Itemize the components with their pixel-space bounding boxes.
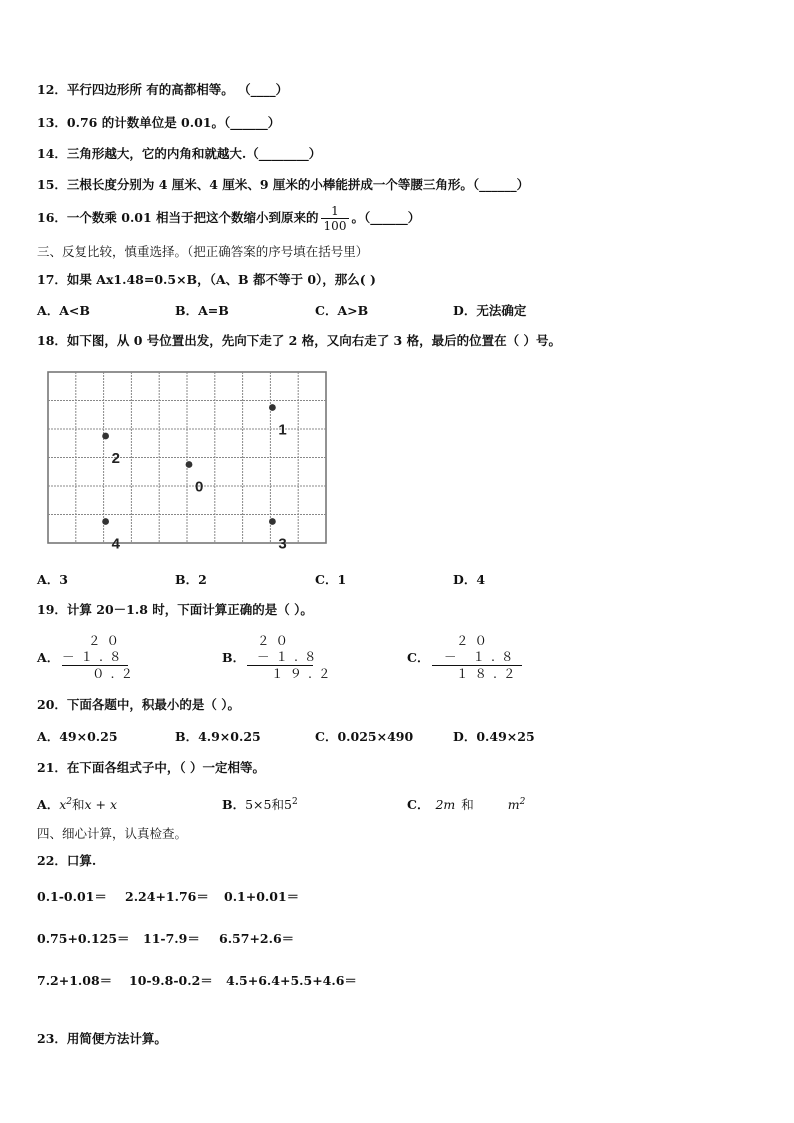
q19-option-c-calc[interactable]: ２０ － １.８ １８.２ xyxy=(432,633,522,682)
grid-point-4 xyxy=(102,518,109,525)
question-13: 13．0.76 的计数单位是 0.01。（______） xyxy=(37,115,281,130)
question-16-prefix: 16．一个数乘 0.01 相当于把这个数缩小到原来的 xyxy=(37,210,319,225)
grid-point-label-4: 4 xyxy=(111,535,120,552)
question-16 xyxy=(37,204,420,233)
q19-option-a-label[interactable]: A． xyxy=(37,650,60,665)
q19-option-b-label[interactable]: B． xyxy=(222,650,246,665)
q20-option-a[interactable]: A．49×0.25 xyxy=(37,729,118,744)
section-4-heading: 四、细心计算，认真检查。 xyxy=(37,826,188,841)
oral-calc-2-2: 11-7.9＝ xyxy=(143,931,200,946)
q18-option-b[interactable]: B．2 xyxy=(175,572,207,587)
q18-option-a[interactable]: A．3 xyxy=(37,572,68,587)
oral-calc-2-1: 0.75+0.125＝ xyxy=(37,931,130,946)
grid-point-3 xyxy=(269,518,276,525)
q18-option-c[interactable]: C．1 xyxy=(315,572,347,587)
oral-calc-3-1: 7.2+1.08＝ xyxy=(37,973,113,988)
grid-point-0 xyxy=(186,461,193,468)
q21-option-a[interactable]: A．$x^2$和x + x xyxy=(37,797,118,813)
question-12: 12．平行四边形所 有的高都相等。 （____） xyxy=(37,82,289,97)
question-21: 21．在下面各组式子中，（ ）一定相等。 xyxy=(37,760,265,775)
q17-option-a[interactable]: A．A<B xyxy=(37,303,90,318)
question-18: 18．如下图，从 0 号位置出发，先向下走了 2 格，又向右走了 3 格，最后的位置在（ ）号。 xyxy=(37,333,561,348)
q19-option-a-calc[interactable]: ２０ －１.８ ０.２ xyxy=(62,633,139,681)
q21-option-b[interactable]: B．5×5和$5^2$ xyxy=(222,797,298,813)
oral-calc-3-3: 4.5+6.4+5.5+4.6＝ xyxy=(226,973,357,988)
question-14: 14．三角形越大，它的内角和就越大.（________） xyxy=(37,146,322,161)
q20-option-d[interactable]: D．0.49×25 xyxy=(453,729,535,744)
oral-calc-2-3: 6.57+2.6＝ xyxy=(219,931,295,946)
question-15: 15．三根长度分别为 4 厘米、4 厘米、9 厘米的小棒能拼成一个等腰三角形。（______） xyxy=(37,177,530,192)
q21-option-c[interactable]: C． 2m 和 $m^2$ xyxy=(407,797,526,813)
question-23: 23．用简便方法计算。 xyxy=(37,1031,167,1046)
grid-point-label-0: 0 xyxy=(195,478,204,496)
section-3-heading: 三、反复比较，慎重选择。（把正确答案的序号填在括号里） xyxy=(37,244,369,259)
q18-option-d[interactable]: D．4 xyxy=(453,572,486,587)
q20-option-b[interactable]: B．4.9×0.25 xyxy=(175,729,261,744)
grid-point-label-3: 3 xyxy=(278,535,287,552)
question-20: 20．下面各题中，积最小的是（ ）。 xyxy=(37,697,240,712)
oral-calc-1-2: 2.24+1.76＝ xyxy=(125,889,209,904)
fraction-one-hundredth: $\frac{1}{100}$ xyxy=(321,204,350,233)
grid-point-2 xyxy=(102,433,109,440)
q17-option-d[interactable]: D．无法确定 xyxy=(453,303,527,318)
oral-calc-1-1: 0.1-0.01＝ xyxy=(37,889,107,904)
question-16-suffix: 。（______） xyxy=(351,210,421,225)
question-19: 19．计算 20－1.8 时，下面计算正确的是（ ）。 xyxy=(37,602,313,617)
question-17: 17．如果 Ax1.48=0.5×B，（A、B 都不等于 0），那么( ) xyxy=(37,272,376,287)
oral-calc-3-2: 10-9.8-0.2＝ xyxy=(129,973,213,988)
q19-option-b-calc[interactable]: ２０ －１.８ １９.２ xyxy=(247,633,313,682)
position-grid-figure xyxy=(42,368,332,552)
grid-point-label-1: 1 xyxy=(278,421,287,439)
oral-calc-1-3: 0.1+0.01＝ xyxy=(224,889,300,904)
position-grid xyxy=(42,368,332,552)
q17-option-c[interactable]: C．A>B xyxy=(315,303,369,318)
q20-option-c[interactable]: C．0.025×490 xyxy=(315,729,414,744)
grid-point-label-2: 2 xyxy=(111,450,120,467)
q17-option-b[interactable]: B．A=B xyxy=(175,303,229,318)
grid-point-1 xyxy=(269,404,276,411)
q19-option-c-label[interactable]: C． xyxy=(407,650,430,665)
question-22: 22．口算. xyxy=(37,853,97,868)
